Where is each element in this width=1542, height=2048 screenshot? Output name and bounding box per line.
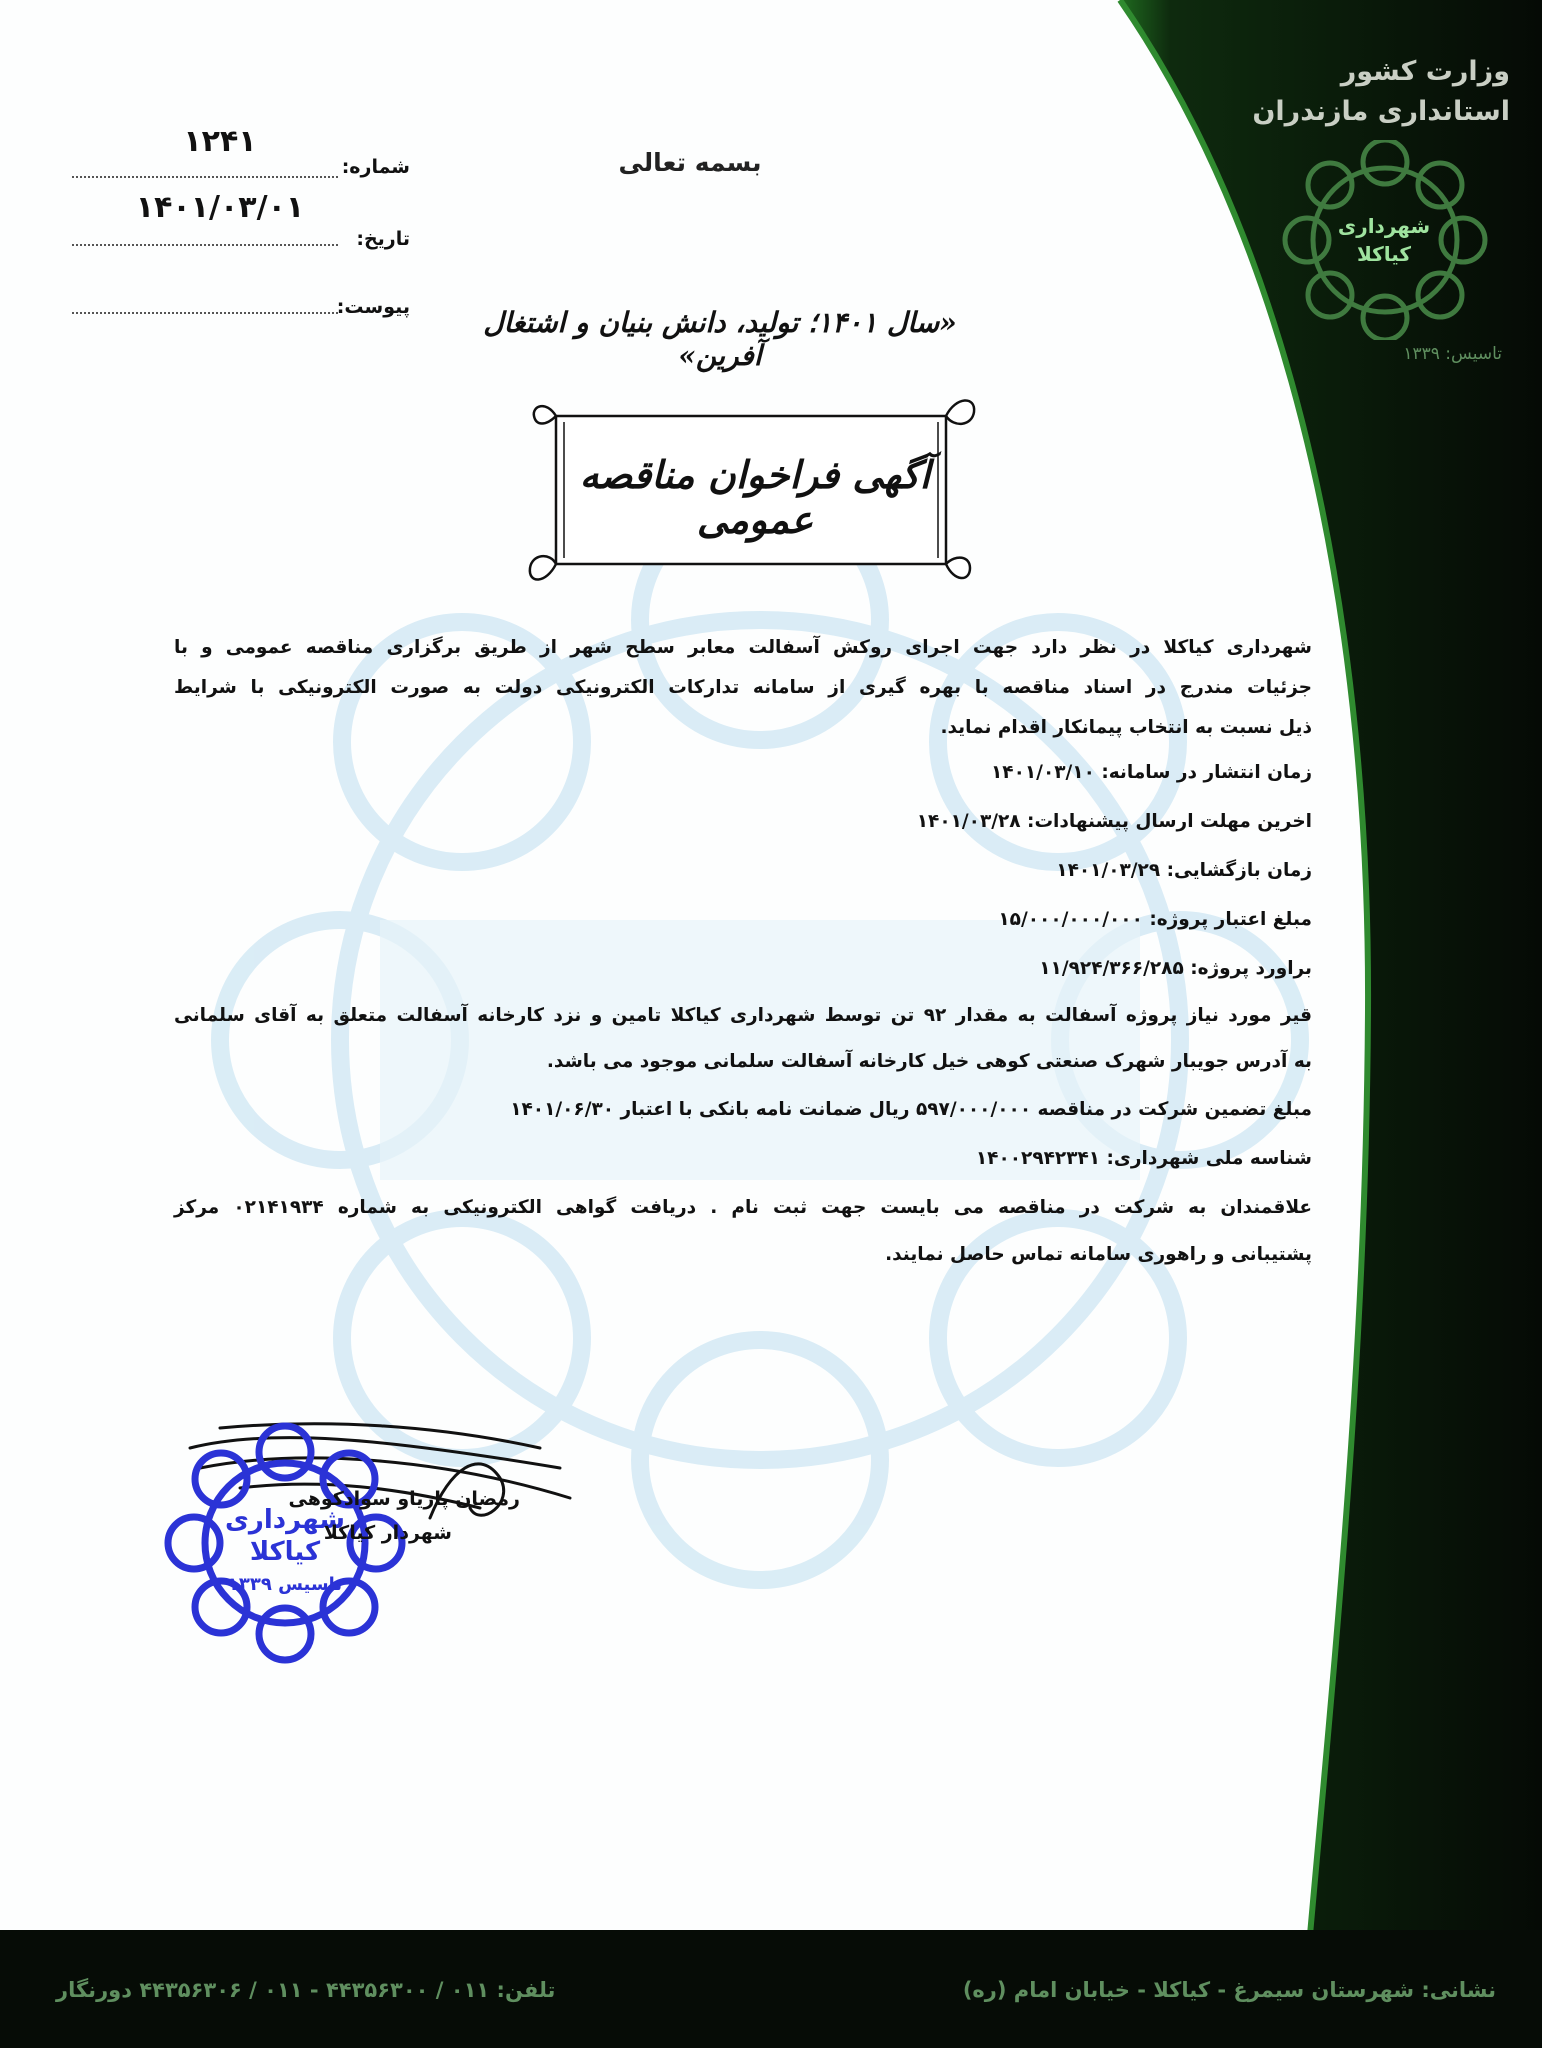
number-value: ۱۲۴۱ <box>183 124 257 159</box>
agency-line-governorate: استانداری مازندران <box>1252 96 1510 127</box>
signatory-title: شهردار کیاکلا <box>323 1522 452 1544</box>
publish-date: زمان انتشار در سامانه: ۱۴۰۱/۰۳/۱۰ <box>991 762 1312 783</box>
footer-phones: تلفن: ۰۱۱ / ۴۴۳۵۶۳۰۰ - ۰۱۱ / ۴۴۳۵۶۳۰۶ دورنگار <box>56 1978 556 2002</box>
submission-deadline: اخرین مهلت ارسال پیشنهادات: ۱۴۰۱/۰۳/۲۸ <box>916 811 1312 832</box>
emblem-label <box>1284 212 1484 268</box>
opening-date: زمان بازگشایی: ۱۴۰۱/۰۳/۲۹ <box>1056 860 1312 881</box>
emblem-line-municipality: شهرداری <box>1337 214 1431 238</box>
project-estimate: براورد پروژه: ۱۱/۹۲۴/۳۶۶/۲۸۵ <box>1039 958 1312 979</box>
number-dotted-line <box>72 176 338 178</box>
intro-line: ذیل نسبت به انتخاب پیمانکار اقدام نماید. <box>940 717 1312 738</box>
attachment-dotted-line <box>72 312 338 314</box>
stamp-line-municipality: شهرداری <box>225 1505 345 1535</box>
date-label: تاریخ: <box>356 228 410 250</box>
date-dotted-line <box>72 244 338 246</box>
letter-body <box>174 628 1312 1277</box>
agency-line-ministry: وزارت کشور <box>1340 56 1510 87</box>
emblem-line-city: کیاکلا <box>1356 242 1412 266</box>
signatory-name: رمضان پاریاو سوادکوهی <box>288 1488 520 1510</box>
founded-year: تاسیس: ۱۳۳۹ <box>1403 344 1502 364</box>
tender-title: آگهی فراخوان مناقصه عمومی <box>579 452 931 542</box>
stamp-line-founded: تاسیس ۱۳۳۹ <box>227 1574 343 1595</box>
intro-line: جزئیات مندرج در اسناد مناقصه با بهره گیری از سامانه تدارکات الکترونیکی دولت به صورت الکترونیکی با شرایط <box>174 677 1312 698</box>
bitumen-line: قیر مورد نیاز پروژه آسفالت به مقدار ۹۲ تن توسط شهرداری کیاکلا تامین و نزد کارخانه آسفالت متعلق به آقای سلمانی <box>174 1005 1312 1026</box>
number-label: شماره: <box>341 156 410 178</box>
project-budget: مبلغ اعتبار پروژه: ۱۵/۰۰۰/۰۰۰/۰۰۰ <box>998 909 1312 930</box>
attachment-label: پیوست: <box>336 296 410 318</box>
national-id: شناسه ملی شهرداری: ۱۴۰۰۲۹۴۲۳۴۱ <box>975 1148 1312 1169</box>
bitumen-line: به آدرس جویبار شهرک صنعتی کوهی خیل کارخانه آسفالت سلمانی موجود می باشد. <box>546 1051 1312 1072</box>
closing-line: علاقمندان به شرکت در مناقصه می بایست جهت ثبت نام . دریافت گواهی الکترونیکی به شماره ۰۲۱۴۱۹۳۴ مرکز <box>174 1197 1313 1218</box>
intro-line: شهرداری کیاکلا در نظر دارد جهت اجرای روکش آسفالت معابر سطح شهر از طریق برگزاری مناقصه عمومی و با <box>174 637 1312 658</box>
agency-heading <box>1210 52 1510 132</box>
footer-address: نشانی: شهرستان سیمرغ - کیاکلا - خیابان امام (ره) <box>962 1978 1496 2002</box>
guarantee-amount: مبلغ تضمین شرکت در مناقصه ۵۹۷/۰۰۰/۰۰۰ ریال ضمانت نامه بانکی با اعتبار ۱۴۰۱/۰۶/۳۰ <box>510 1099 1312 1120</box>
letter-footer <box>56 1978 1496 2010</box>
closing-line: پشتیبانی و راهوری سامانه تماس حاصل نمایند. <box>885 1244 1312 1265</box>
bismillah-heading: بسمه تعالی <box>618 148 762 177</box>
stamp-line-city: کیاکلا <box>249 1537 321 1567</box>
date-value: ۱۴۰۱/۰۳/۰۱ <box>135 190 305 225</box>
year-motto: «سال ۱۴۰۱؛ تولید، دانش بنیان و اشتغال آفرین» <box>483 306 957 372</box>
